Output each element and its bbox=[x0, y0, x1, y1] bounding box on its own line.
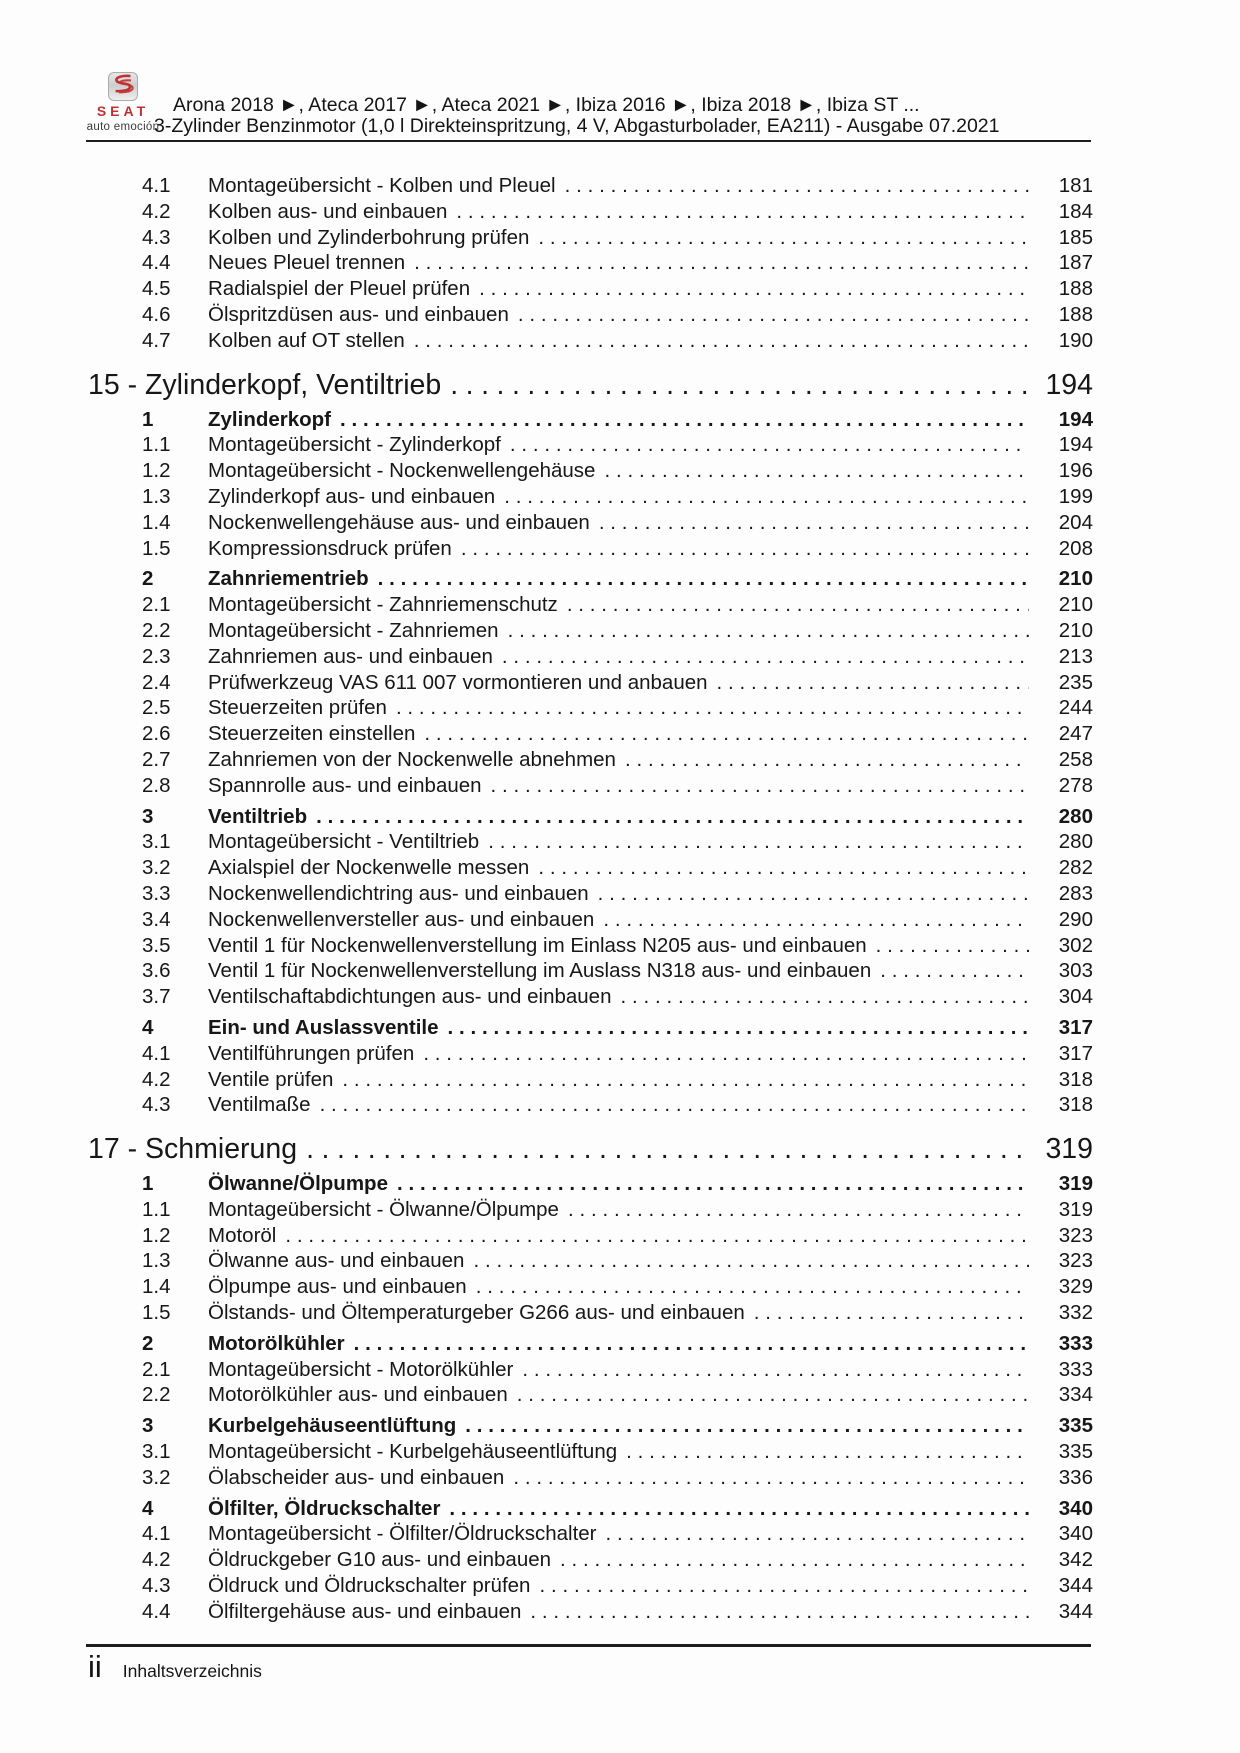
entry-number: 1.3 bbox=[142, 1249, 171, 1273]
toc-entry-row bbox=[88, 1547, 1093, 1573]
dot-leader bbox=[378, 566, 1029, 592]
entry-title: Montageübersicht - Ölwanne/Ölpumpe bbox=[208, 1197, 559, 1221]
dot-leader bbox=[340, 407, 1029, 433]
entry-number: 2.1 bbox=[142, 593, 171, 617]
entry-number: 2 bbox=[142, 567, 154, 591]
dot-leader bbox=[320, 1092, 1029, 1118]
toc-entry-row bbox=[88, 250, 1093, 276]
dot-leader bbox=[450, 368, 1029, 402]
entry-title: Motorölkühler aus- und einbauen bbox=[208, 1383, 508, 1407]
page-number: 302 bbox=[1058, 933, 1093, 957]
chapter-title: 17 - Schmierung bbox=[88, 1133, 298, 1166]
dot-leader bbox=[598, 881, 1029, 907]
footer-page-number: ii bbox=[88, 1649, 102, 1684]
toc-entry-row bbox=[88, 510, 1093, 536]
dot-leader bbox=[599, 510, 1029, 536]
toc-entry-row bbox=[88, 276, 1093, 302]
dot-leader bbox=[620, 984, 1029, 1010]
entry-title: Axialspiel der Nockenwelle messen bbox=[208, 856, 530, 880]
seat-logo-icon bbox=[108, 72, 138, 101]
entry-number: 2 bbox=[142, 1331, 154, 1355]
entry-number: 1.5 bbox=[142, 1301, 171, 1325]
page-number: 247 bbox=[1058, 722, 1093, 746]
toc-section-row bbox=[88, 804, 1093, 830]
entry-number: 2.7 bbox=[142, 747, 171, 771]
toc-entry-row bbox=[88, 881, 1093, 907]
dot-leader bbox=[513, 1465, 1029, 1491]
entry-title: Nockenwellenversteller aus- und einbauen bbox=[208, 907, 595, 931]
dot-leader bbox=[538, 225, 1029, 251]
toc-entry-row bbox=[88, 1599, 1093, 1625]
entry-title: Ventil 1 für Nockenwellenverstellung im Einlass N205 aus- und einbauen bbox=[208, 933, 867, 957]
toc-entry-row bbox=[88, 484, 1093, 510]
page-number: 280 bbox=[1058, 830, 1093, 854]
entry-number: 4.2 bbox=[142, 199, 171, 223]
entry-number: 4.3 bbox=[142, 1093, 171, 1117]
dot-leader bbox=[424, 721, 1029, 747]
entry-title: Ventilschaftabdichtungen aus- und einbauen bbox=[208, 985, 612, 1009]
dot-leader bbox=[423, 1041, 1029, 1067]
entry-title: Ein- und Auslassventile bbox=[208, 1015, 439, 1039]
toc-entry-row bbox=[88, 302, 1093, 328]
entry-title: Zylinderkopf bbox=[208, 407, 332, 431]
toc-entry-row bbox=[88, 721, 1093, 747]
toc-entry-row bbox=[88, 670, 1093, 696]
dot-leader bbox=[396, 695, 1029, 721]
page-number: 244 bbox=[1058, 696, 1093, 720]
entry-title: Montageübersicht - Zahnriemen bbox=[208, 618, 499, 642]
entry-title: Montageübersicht - Ölfilter/Öldruckschalter bbox=[208, 1522, 597, 1546]
header-engine-line: 3-Zylinder Benzinmotor (1,0 l Direkteinspritzung, 4 V, Abgasturbolader, EA211) - Ausgabe 07.2021 bbox=[154, 115, 1000, 137]
toc-section-row bbox=[88, 1331, 1093, 1357]
entry-title: Montageübersicht - Zahnriemenschutz bbox=[208, 593, 558, 617]
page-number: 319 bbox=[1058, 1172, 1093, 1196]
entry-number: 4 bbox=[142, 1015, 154, 1039]
entry-title: Öldruck und Öldruckschalter prüfen bbox=[208, 1574, 531, 1598]
dot-leader bbox=[456, 199, 1029, 225]
page-number: 187 bbox=[1058, 251, 1093, 275]
toc-chapter-row bbox=[88, 1132, 1093, 1166]
page-number: 318 bbox=[1058, 1093, 1093, 1117]
entry-number: 2.8 bbox=[142, 773, 171, 797]
toc-entry-row bbox=[88, 855, 1093, 881]
dot-leader bbox=[565, 173, 1029, 199]
entry-number: 1.1 bbox=[142, 433, 171, 457]
page-number: 319 bbox=[1058, 1197, 1093, 1221]
footer bbox=[88, 1649, 262, 1685]
toc-entry-row bbox=[88, 695, 1093, 721]
entry-number: 3.4 bbox=[142, 907, 171, 931]
entry-number: 3.3 bbox=[142, 881, 171, 905]
footer-title: Inhaltsverzeichnis bbox=[122, 1661, 262, 1681]
page-number: 340 bbox=[1058, 1496, 1093, 1520]
header-models-line: Arona 2018 ►, Ateca 2017 ►, Ateca 2021 ►, Ibiza 2016 ►, Ibiza 2018 ►, Ibiza ST ... bbox=[173, 94, 920, 116]
page-number: 210 bbox=[1058, 567, 1093, 591]
dot-leader bbox=[539, 1573, 1029, 1599]
dot-leader bbox=[568, 1197, 1029, 1223]
toc-entry-row bbox=[88, 1465, 1093, 1491]
entry-title: Zylinderkopf aus- und einbauen bbox=[208, 484, 496, 508]
entry-number: 1.4 bbox=[142, 510, 171, 534]
dot-leader bbox=[461, 536, 1029, 562]
toc-section-row bbox=[88, 1015, 1093, 1041]
dot-leader bbox=[880, 958, 1029, 984]
toc-entry-row bbox=[88, 1223, 1093, 1249]
entry-title: Nockenwellendichtring aus- und einbauen bbox=[208, 881, 589, 905]
entry-title: Montageübersicht - Kolben und Pleuel bbox=[208, 174, 556, 197]
toc-entry-row bbox=[88, 933, 1093, 959]
entry-title: Montageübersicht - Kurbelgehäuseentlüftung bbox=[208, 1440, 618, 1464]
toc-entry-row bbox=[88, 644, 1093, 670]
dot-leader bbox=[518, 302, 1029, 328]
entry-number: 1.1 bbox=[142, 1197, 171, 1221]
page-number: 280 bbox=[1058, 804, 1093, 828]
dot-leader bbox=[522, 1357, 1029, 1383]
entry-number: 2.4 bbox=[142, 670, 171, 694]
page-number: 333 bbox=[1058, 1357, 1093, 1381]
page-number: 204 bbox=[1058, 510, 1093, 534]
toc-entry-row bbox=[88, 1041, 1093, 1067]
page-number: 184 bbox=[1058, 199, 1093, 223]
toc-entry-row bbox=[88, 747, 1093, 773]
dot-leader bbox=[626, 1439, 1029, 1465]
entry-title: Radialspiel der Pleuel prüfen bbox=[208, 277, 471, 301]
entry-title: Ölwanne/Ölpumpe bbox=[208, 1172, 388, 1196]
page-number: 340 bbox=[1058, 1522, 1093, 1546]
toc-entry-row bbox=[88, 458, 1093, 484]
entry-title: Zahnriemen aus- und einbauen bbox=[208, 644, 493, 668]
page-number: 333 bbox=[1058, 1331, 1093, 1355]
entry-number: 3.1 bbox=[142, 1440, 171, 1464]
toc-chapter-row bbox=[88, 368, 1093, 402]
entry-number: 2.5 bbox=[142, 696, 171, 720]
page-number: 317 bbox=[1058, 1041, 1093, 1065]
toc-entry-row bbox=[88, 1274, 1093, 1300]
page-number: 185 bbox=[1058, 225, 1093, 249]
entry-title: Ventilführungen prüfen bbox=[208, 1041, 415, 1065]
dot-leader bbox=[354, 1331, 1029, 1357]
toc-entry-row bbox=[88, 173, 1093, 199]
entry-number: 3.7 bbox=[142, 985, 171, 1009]
toc-section-row bbox=[88, 566, 1093, 592]
dot-leader bbox=[479, 276, 1029, 302]
entry-number: 3.5 bbox=[142, 933, 171, 957]
footer-rule bbox=[86, 1644, 1091, 1647]
page-number: 258 bbox=[1058, 747, 1093, 771]
dot-leader bbox=[603, 907, 1029, 933]
dot-leader bbox=[342, 1067, 1029, 1093]
entry-title: Montageübersicht - Zylinderkopf bbox=[208, 433, 501, 457]
entry-title: Kurbelgehäuseentlüftung bbox=[208, 1414, 457, 1438]
page-number: 335 bbox=[1058, 1414, 1093, 1438]
entry-title: Ölpumpe aus- und einbauen bbox=[208, 1275, 467, 1299]
toc-section-row bbox=[88, 1413, 1093, 1439]
page-number: 282 bbox=[1058, 856, 1093, 880]
toc-entry-row bbox=[88, 592, 1093, 618]
page-number: 344 bbox=[1058, 1574, 1093, 1598]
toc-entry-row bbox=[88, 829, 1093, 855]
entry-title: Öldruckgeber G10 aus- und einbauen bbox=[208, 1548, 552, 1572]
entry-number: 2.6 bbox=[142, 722, 171, 746]
entry-number: 4.3 bbox=[142, 225, 171, 249]
entry-title: Steuerzeiten prüfen bbox=[208, 696, 387, 720]
dot-leader bbox=[717, 670, 1029, 696]
page-number: 210 bbox=[1058, 593, 1093, 617]
page-number: 329 bbox=[1058, 1275, 1093, 1299]
dot-leader bbox=[306, 1132, 1029, 1166]
entry-title: Montageübersicht - Motorölkühler bbox=[208, 1357, 514, 1381]
entry-number: 4.3 bbox=[142, 1574, 171, 1598]
page-number: 290 bbox=[1058, 907, 1093, 931]
entry-number: 1.5 bbox=[142, 536, 171, 560]
toc-entry-row bbox=[88, 907, 1093, 933]
entry-title: Motoröl bbox=[208, 1223, 277, 1247]
toc-entry-row bbox=[88, 1092, 1093, 1118]
toc-section-row bbox=[88, 1171, 1093, 1197]
entry-title: Spannrolle aus- und einbauen bbox=[208, 773, 482, 797]
page-number: 181 bbox=[1058, 174, 1093, 197]
dot-leader bbox=[473, 1248, 1029, 1274]
entry-number: 4.1 bbox=[142, 174, 171, 197]
entry-title: Ölfiltergehäuse aus- und einbauen bbox=[208, 1599, 522, 1623]
seat-wordmark: SEAT bbox=[96, 103, 150, 119]
toc-entry-row bbox=[88, 1573, 1093, 1599]
entry-title: Ventil 1 für Nockenwellenverstellung im Auslass N318 aus- und einbauen bbox=[208, 959, 872, 983]
seat-tagline: auto emoción bbox=[86, 121, 160, 133]
entry-number: 2.1 bbox=[142, 1357, 171, 1381]
page-number: 334 bbox=[1058, 1383, 1093, 1407]
entry-title: Neues Pleuel trennen bbox=[208, 251, 406, 275]
entry-title: Montageübersicht - Nockenwellengehäuse bbox=[208, 459, 596, 483]
page-number: 303 bbox=[1058, 959, 1093, 983]
entry-number: 3 bbox=[142, 1414, 154, 1438]
page-number: 196 bbox=[1058, 459, 1093, 483]
page-number: 190 bbox=[1058, 328, 1093, 352]
page-number: 317 bbox=[1058, 1015, 1093, 1039]
dot-leader bbox=[517, 1382, 1029, 1408]
entry-number: 4.1 bbox=[142, 1522, 171, 1546]
entry-number: 2.3 bbox=[142, 644, 171, 668]
entry-title: Ventile prüfen bbox=[208, 1067, 334, 1091]
dot-leader bbox=[397, 1171, 1029, 1197]
entry-number: 4.5 bbox=[142, 277, 171, 301]
entry-title: Kompressionsdruck prüfen bbox=[208, 536, 452, 560]
toc-section-row bbox=[88, 407, 1093, 433]
dot-leader bbox=[604, 458, 1029, 484]
entry-title: Ölstands- und Öltemperaturgeber G266 aus- und einbauen bbox=[208, 1301, 745, 1325]
page-number: 336 bbox=[1058, 1465, 1093, 1489]
dot-leader bbox=[510, 432, 1029, 458]
entry-title: Ölwanne aus- und einbauen bbox=[208, 1249, 465, 1273]
entry-number: 1.3 bbox=[142, 484, 171, 508]
entry-number: 4.2 bbox=[142, 1067, 171, 1091]
entry-title: Montageübersicht - Ventiltrieb bbox=[208, 830, 480, 854]
dot-leader bbox=[606, 1521, 1029, 1547]
dot-leader bbox=[560, 1547, 1029, 1573]
dot-leader bbox=[502, 644, 1029, 670]
dot-leader bbox=[488, 829, 1029, 855]
toc-list bbox=[88, 173, 1093, 1625]
dot-leader bbox=[508, 618, 1029, 644]
page-number: 304 bbox=[1058, 985, 1093, 1009]
page-number: 344 bbox=[1058, 1599, 1093, 1623]
page-number: 342 bbox=[1058, 1548, 1093, 1572]
dot-leader bbox=[316, 804, 1029, 830]
page-number: 194 bbox=[1058, 407, 1093, 431]
entry-number: 1.4 bbox=[142, 1275, 171, 1299]
toc-entry-row bbox=[88, 773, 1093, 799]
entry-number: 4.4 bbox=[142, 1599, 171, 1623]
entry-title: Ölfilter, Öldruckschalter bbox=[208, 1496, 441, 1520]
entry-number: 4.7 bbox=[142, 328, 171, 352]
entry-title: Steuerzeiten einstellen bbox=[208, 722, 416, 746]
entry-number: 1 bbox=[142, 407, 154, 431]
entry-title: Kolben und Zylinderbohrung prüfen bbox=[208, 225, 530, 249]
page-number: 188 bbox=[1058, 277, 1093, 301]
toc-section-row bbox=[88, 1496, 1093, 1522]
page-number: 323 bbox=[1058, 1223, 1093, 1247]
toc-entry-row bbox=[88, 1521, 1093, 1547]
entry-title: Ventiltrieb bbox=[208, 804, 308, 828]
toc-entry-row bbox=[88, 1067, 1093, 1093]
seat-logo bbox=[84, 72, 162, 133]
entry-title: Ölspritzdüsen aus- und einbauen bbox=[208, 302, 509, 326]
chapter-title: 15 - Zylinderkopf, Ventiltrieb bbox=[88, 368, 442, 401]
page-number: 208 bbox=[1058, 536, 1093, 560]
dot-leader bbox=[504, 484, 1029, 510]
entry-number: 1.2 bbox=[142, 1223, 171, 1247]
entry-number: 3.6 bbox=[142, 959, 171, 983]
dot-leader bbox=[476, 1274, 1029, 1300]
entry-number: 4.4 bbox=[142, 251, 171, 275]
entry-number: 4.2 bbox=[142, 1548, 171, 1572]
page-number: 194 bbox=[1058, 433, 1093, 457]
toc-entry-row bbox=[88, 1248, 1093, 1274]
dot-leader bbox=[625, 747, 1029, 773]
toc-entry-row bbox=[88, 432, 1093, 458]
page-number: 188 bbox=[1058, 302, 1093, 326]
toc-entry-row bbox=[88, 984, 1093, 1010]
entry-number: 4 bbox=[142, 1496, 154, 1520]
dot-leader bbox=[465, 1413, 1029, 1439]
entry-number: 3 bbox=[142, 804, 154, 828]
entry-number: 2.2 bbox=[142, 1383, 171, 1407]
toc-entry-row bbox=[88, 958, 1093, 984]
toc-entry-row bbox=[88, 328, 1093, 354]
dot-leader bbox=[538, 855, 1029, 881]
dot-leader bbox=[754, 1300, 1029, 1326]
dot-leader bbox=[530, 1599, 1029, 1625]
entry-title: Prüfwerkzeug VAS 611 007 vormontieren und anbauen bbox=[208, 670, 708, 694]
dot-leader bbox=[285, 1223, 1029, 1249]
entry-title: Zahnriementrieb bbox=[208, 567, 369, 591]
toc-entry-row bbox=[88, 1197, 1093, 1223]
page-number: 213 bbox=[1058, 644, 1093, 668]
toc-entry-row bbox=[88, 1357, 1093, 1383]
page-number: 332 bbox=[1058, 1301, 1093, 1325]
dot-leader bbox=[491, 773, 1029, 799]
entry-title: Ölabscheider aus- und einbauen bbox=[208, 1465, 505, 1489]
entry-title: Motorölkühler bbox=[208, 1331, 345, 1355]
page-number: 323 bbox=[1058, 1249, 1093, 1273]
entry-number: 4.6 bbox=[142, 302, 171, 326]
entry-number: 1 bbox=[142, 1172, 154, 1196]
page-number: 199 bbox=[1058, 484, 1093, 508]
toc-entry-row bbox=[88, 618, 1093, 644]
entry-number: 2.2 bbox=[142, 618, 171, 642]
dot-leader bbox=[567, 592, 1029, 618]
dot-leader bbox=[449, 1496, 1029, 1522]
entry-number: 3.2 bbox=[142, 856, 171, 880]
dot-leader bbox=[414, 328, 1029, 354]
entry-number: 3.2 bbox=[142, 1465, 171, 1489]
entry-title: Zahnriemen von der Nockenwelle abnehmen bbox=[208, 747, 616, 771]
entry-title: Ventilmaße bbox=[208, 1093, 311, 1117]
toc-entry-row bbox=[88, 536, 1093, 562]
toc-entry-row bbox=[88, 199, 1093, 225]
toc-entry-row bbox=[88, 1300, 1093, 1326]
dot-leader bbox=[448, 1015, 1030, 1041]
entry-number: 3.1 bbox=[142, 830, 171, 854]
page-number: 210 bbox=[1058, 618, 1093, 642]
toc-entry-row bbox=[88, 1382, 1093, 1408]
page-number: 235 bbox=[1058, 670, 1093, 694]
entry-title: Kolben auf OT stellen bbox=[208, 328, 405, 352]
entry-title: Kolben aus- und einbauen bbox=[208, 199, 448, 223]
page-number: 335 bbox=[1058, 1440, 1093, 1464]
page-number: 278 bbox=[1058, 773, 1093, 797]
toc-entry-row bbox=[88, 225, 1093, 251]
header-rule bbox=[86, 140, 1091, 142]
page-number: 283 bbox=[1058, 881, 1093, 905]
page-number: 319 bbox=[1045, 1133, 1093, 1166]
entry-number: 4.1 bbox=[142, 1041, 171, 1065]
entry-number: 1.2 bbox=[142, 459, 171, 483]
dot-leader bbox=[414, 250, 1029, 276]
page-number: 318 bbox=[1058, 1067, 1093, 1091]
dot-leader bbox=[876, 933, 1029, 959]
toc-entry-row bbox=[88, 1439, 1093, 1465]
entry-title: Nockenwellengehäuse aus- und einbauen bbox=[208, 510, 590, 534]
document-header bbox=[154, 95, 1000, 137]
page-number: 194 bbox=[1045, 368, 1093, 401]
